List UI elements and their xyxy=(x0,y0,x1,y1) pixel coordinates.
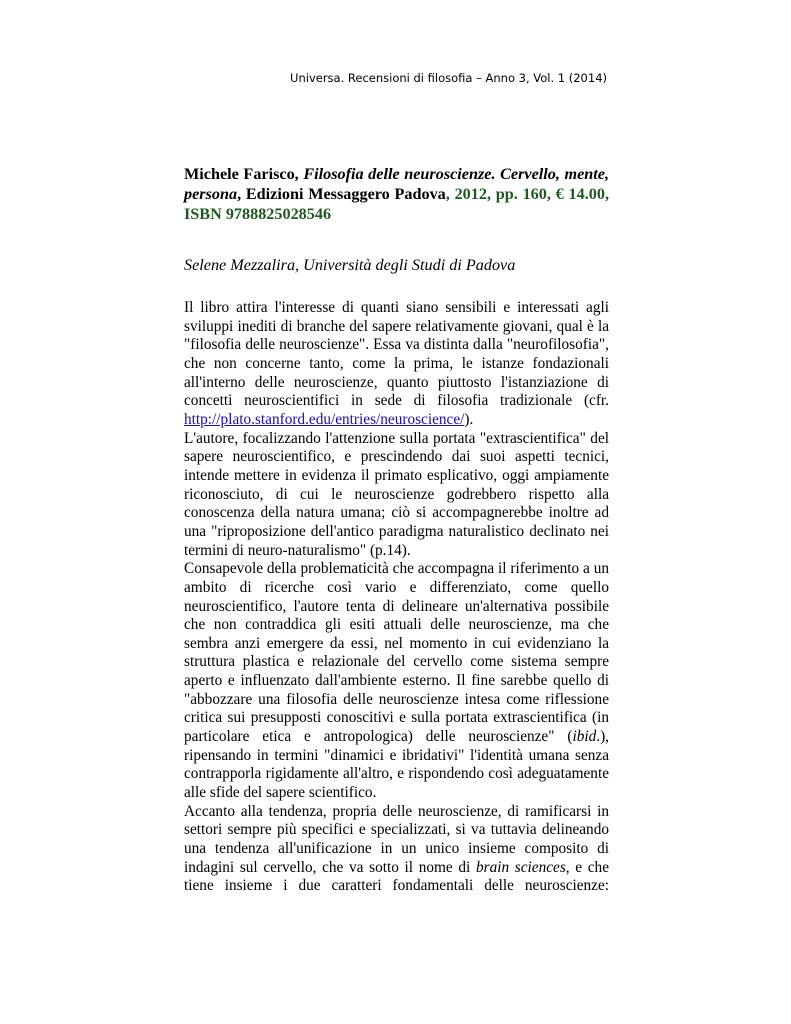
citation-year: 2012 xyxy=(449,185,487,203)
paragraph-4-text: Accanto alla tendenza, propria delle neuroscienze, di ramificarsi in settori sempre più specifici e specializzati, si va tuttavia delineando una tendenza all'unificazione in un unico insieme composito di indagini sul cervello, che va sotto il nome di xyxy=(184,802,609,876)
review-content xyxy=(184,164,609,896)
citation-title: Filosofia delle neuroscienze. Cervello, mente, persona xyxy=(184,165,610,203)
paragraph-3-ibid: ibid xyxy=(572,728,597,746)
citation-sep1: , xyxy=(445,185,450,203)
paragraph-4-end: , e che tiene insieme i due caratteri fondamentali delle neuroscienze: xyxy=(184,858,609,895)
stanford-encyclopedia-link[interactable]: http://plato.stanford.edu/entries/neuroscience/ xyxy=(184,410,465,428)
paragraph-2: L'autore, focalizzando l'attenzione sulla portata "extrascientifica" del sapere neuroscientifico, e prescindendo dai suoi aspetti tecnici, intende mettere in evidenza il primato esplicativo, oggi ampiamente riconosciuto, di cui le neuroscienze godrebbero rispetto alla conoscenza della natura umana; ciò si accompagnerebbe inoltre ad una "riproposizione dell'antico paradigma naturalistico declinato nei termini di neuro-naturalismo" (p.14). xyxy=(184,429,609,559)
citation-author: Michele Farisco, xyxy=(184,165,299,183)
paragraph-3-text: Consapevole della problematicità che accompagna il riferimento a un ambito di ricerche così vario e differenziato, come quello neuroscientifico, l'autore tenta di delineare un'alternativa possibile che non contraddica gli esiti attuali delle neuroscienze, ma che sembra anzi emergere da essi, nel momento in cui evidenziano la struttura plastica e relazionale del cervello come sistema sempre aperto e influenzato dall'ambiente esterno. Il fine sarebbe quello di "abbozzare una filosofia delle neuroscienze intesa come riflessione critica sui presupposti conoscitivi e sulla portata extrascientifica (in particolare etica e antropologica) delle neuroscienze" ( xyxy=(184,560,609,746)
citation-pages-price-isbn: pp. 160, € 14.00, ISBN 9788825028546 xyxy=(184,185,609,223)
paragraph-3 xyxy=(184,560,609,803)
paragraph-1 xyxy=(184,299,609,430)
paragraph-1-end: ). xyxy=(464,410,474,428)
reviewer-line: Selene Mezzalira, Università degli Studi di Padova xyxy=(184,256,516,274)
citation-publisher: , Edizioni Messaggero Padova xyxy=(237,185,446,203)
review-body xyxy=(184,299,609,896)
paragraph-4-brain-sciences: brain sciences xyxy=(475,858,566,876)
book-citation xyxy=(184,164,609,224)
running-header: Universa. Recensioni di filosofia – Anno 3, Vol. 1 (2014) xyxy=(290,71,607,85)
citation-sep2: , xyxy=(486,185,491,203)
paragraph-1-text: Il libro attira l'interesse di quanti siano sensibili e interessati agli sviluppi inediti di branche del sapere relativamente giovani, qual è la "filosofia delle neuroscienze". Essa va distinta dalla "neurofilosofia", che non concerne tanto, come la prima, le istanze fondazionali all'interno delle neuroscienze, quanto piuttosto l'istanziazione di concetti neuroscientifici in sede di filosofia tradizionale (cfr. xyxy=(184,299,609,410)
paragraph-3-end: .), ripensando in termini "dinamici e ibridativi" l'identità umana senza contrapporla rigidamente all'altro, e rispondendo così adeguatamente alle sfide del sapere scientifico. xyxy=(184,728,609,802)
paragraph-4 xyxy=(184,803,609,896)
